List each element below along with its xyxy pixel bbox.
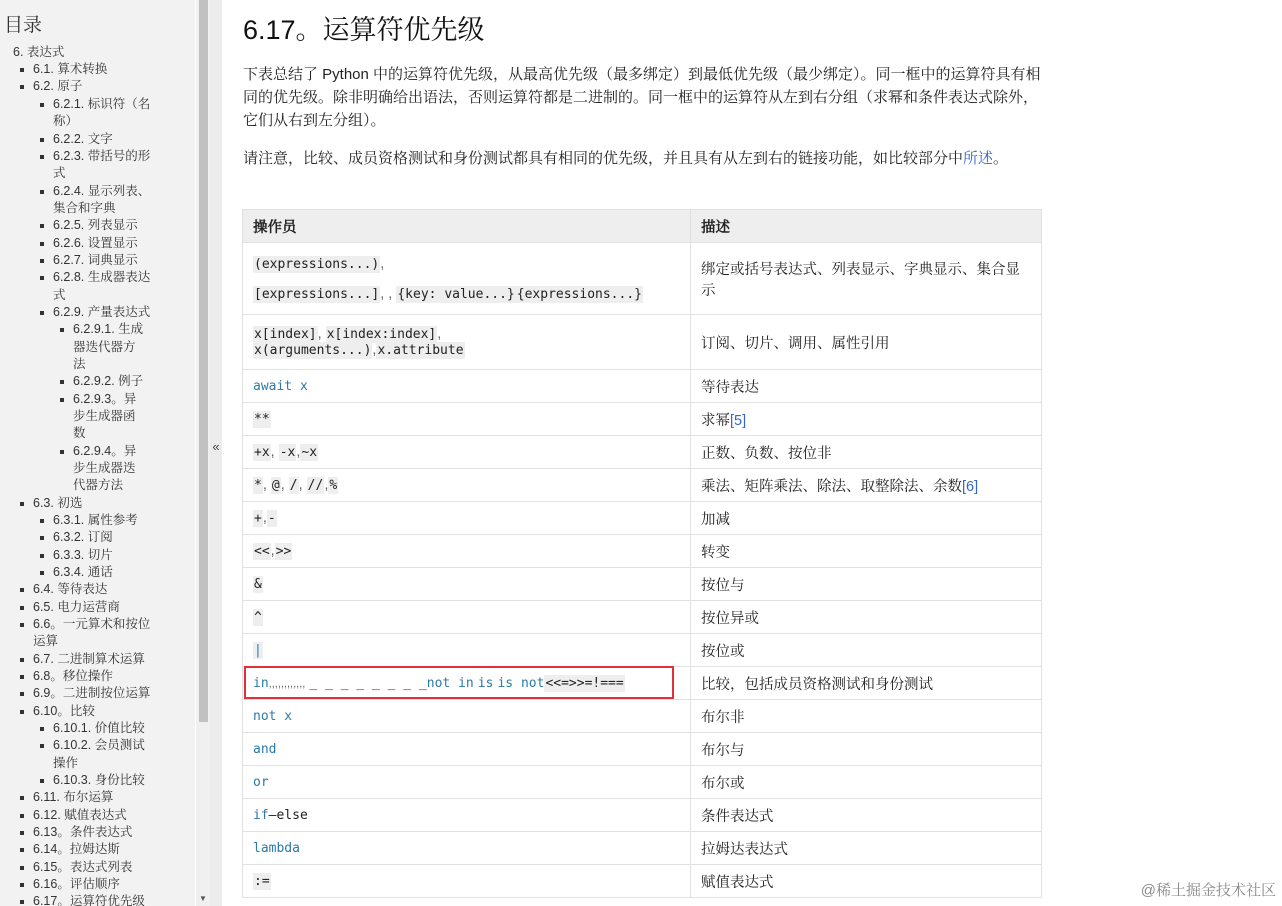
- description-cell: [691, 403, 1042, 436]
- description-text: 求幂: [701, 412, 730, 429]
- collapse-sidebar-button[interactable]: «: [212, 439, 220, 454]
- operator-code[interactable]: x(arguments...): [254, 343, 372, 358]
- toc-item[interactable]: 6.15。表达式列表: [33, 860, 133, 874]
- toc-item[interactable]: 6.2.9.4。异: [73, 444, 137, 458]
- toc-bullet: [20, 831, 24, 835]
- operator-cell: [243, 370, 691, 403]
- toc-item[interactable]: 6.13。条件表达式: [33, 825, 133, 839]
- operator-code[interactable]: not in: [426, 676, 474, 691]
- scroll-down-arrow-icon[interactable]: ▼: [199, 894, 207, 903]
- toc-item[interactable]: 6.9。二进制按位运算: [33, 686, 151, 700]
- table-row: [243, 315, 1042, 370]
- operator-cell: [243, 766, 691, 799]
- toc-item[interactable]: 6.2.7. 词典显示: [53, 253, 138, 267]
- toc-item[interactable]: 6.7. 二进制算术运算: [33, 652, 145, 666]
- operator-code[interactable]: lambda: [253, 841, 300, 856]
- toc-item[interactable]: 代器方法: [73, 478, 124, 492]
- operator-cell: [243, 832, 691, 865]
- table-row: [243, 502, 1042, 535]
- operator-code[interactable]: or: [253, 775, 269, 790]
- table-row: [243, 799, 1042, 832]
- description-text: 乘法、矩阵乘法、除法、取整除法、余数: [701, 478, 962, 495]
- toc-bullet: [40, 259, 44, 263]
- toc-bullet: [20, 502, 24, 506]
- separator: ,,,,,,,,,,,,: [268, 678, 306, 690]
- toc-item[interactable]: 6.2.9.2. 例子: [73, 374, 144, 388]
- toc-bullet: [40, 224, 44, 228]
- toc-item[interactable]: 6.2.9.3。异: [73, 392, 137, 406]
- table-row: [243, 535, 1042, 568]
- operator-code[interactable]: and: [253, 742, 277, 757]
- toc-bullet: [40, 103, 44, 107]
- toc-bullet: [20, 675, 24, 679]
- toc-item[interactable]: 6.14。拉姆达斯: [33, 842, 120, 856]
- operator-code[interactable]: if: [253, 808, 269, 823]
- description-cell: 等待表达: [691, 370, 1042, 403]
- toc-item[interactable]: 6.2.2. 文字: [53, 132, 113, 146]
- operator-code[interactable]: %: [329, 478, 338, 493]
- operator-cell: [243, 700, 691, 733]
- toc-item[interactable]: 6.10.1. 价值比较: [53, 721, 145, 735]
- description-cell: 比较，包括成员资格测试和身份测试: [691, 667, 1042, 700]
- table-row: [243, 634, 1042, 667]
- operator-code[interactable]: x[index]: [254, 327, 317, 342]
- table-row: [243, 865, 1042, 898]
- toc-bullet: [40, 571, 44, 575]
- toc-item[interactable]: 6.2.3. 带括号的形: [53, 149, 151, 163]
- description-cell: 转变: [691, 535, 1042, 568]
- toc-bullet: [40, 779, 44, 783]
- operator-code[interactable]: |: [254, 643, 262, 658]
- description-cell: 布尔或: [691, 766, 1042, 799]
- operator-code[interactable]: {expressions...}: [516, 286, 642, 302]
- operator-code[interactable]: +: [254, 511, 262, 526]
- toc-bullet: [40, 155, 44, 159]
- table-row: [243, 733, 1042, 766]
- description-cell: 正数、负数、按位非: [691, 436, 1042, 469]
- operator-code[interactable]: >>: [275, 544, 292, 559]
- toc-bullet: [20, 866, 24, 870]
- description-cell: 布尔与: [691, 733, 1042, 766]
- operator-cell: [243, 799, 691, 832]
- toc-item[interactable]: 6.2. 原子: [33, 79, 83, 93]
- toc-item[interactable]: 6.11. 布尔运算: [33, 790, 114, 804]
- operator-cell: *, @, /, //,%: [243, 469, 691, 502]
- toc-item[interactable]: 操作: [53, 756, 79, 770]
- toc-bullet: [60, 450, 64, 454]
- toc-item[interactable]: 6.10.2. 会员测试: [53, 738, 145, 752]
- toc-bullet: [20, 796, 24, 800]
- operator-code[interactable]: –else: [268, 808, 308, 823]
- operator-cell: x[index], x[index:index], x(arguments...),x.attribute: [243, 315, 691, 370]
- operator-code[interactable]: **: [254, 412, 270, 427]
- operator-cell: [243, 733, 691, 766]
- toc-item[interactable]: 6.3.4. 通话: [53, 565, 113, 579]
- toc-bullet: [40, 554, 44, 558]
- toc-item[interactable]: 6.2.5. 列表显示: [53, 218, 138, 232]
- table-row: [243, 601, 1042, 634]
- toc-item[interactable]: 6.10.3. 身份比较: [53, 773, 145, 787]
- toc-item[interactable]: 步生成器函: [73, 409, 136, 423]
- watermark: @稀土掘金技术社区: [1140, 882, 1276, 899]
- toc-bullet: [20, 68, 24, 72]
- toc-bullet: [20, 606, 24, 610]
- toc-sidebar: [0, 0, 195, 906]
- operator-cell: [243, 634, 691, 667]
- description-cell: 拉姆达表达式: [691, 832, 1042, 865]
- description-cell: 绑定或括号表达式、列表显示、字典显示、集合显示: [691, 243, 1042, 315]
- sidebar-scroll-thumb[interactable]: [199, 0, 208, 722]
- toc-item[interactable]: 6.12. 赋值表达式: [33, 808, 127, 822]
- toc-item[interactable]: 步生成器迭: [73, 461, 136, 475]
- toc-item[interactable]: 6.6。一元算术和按位: [33, 617, 151, 631]
- toc-bullet: [60, 380, 64, 384]
- description-cell: [691, 469, 1042, 502]
- toc-item[interactable]: 称）: [53, 114, 79, 128]
- description-cell: 布尔非: [691, 700, 1042, 733]
- description-cell: 条件表达式: [691, 799, 1042, 832]
- toc-item[interactable]: 6.2.6. 设置显示: [53, 236, 138, 250]
- toc-bullet: [20, 883, 24, 887]
- toc-bullet: [20, 848, 24, 852]
- separator: , ,: [380, 285, 393, 302]
- toc-item[interactable]: 6.3. 初选: [33, 496, 83, 510]
- operator-code[interactable]: ^: [254, 610, 262, 625]
- operator-code[interactable]: @: [271, 478, 280, 493]
- operator-code[interactable]: <<=>>=!===: [545, 676, 624, 691]
- toc-item[interactable]: 6.8。移位操作: [33, 669, 113, 683]
- toc-bullet: [40, 744, 44, 748]
- page-title: 6.17。运算符优先级: [243, 15, 485, 45]
- toc-item[interactable]: 6.2.4. 显示列表、: [53, 184, 151, 198]
- table-row: [243, 370, 1042, 403]
- toc-heading: 目录: [4, 15, 43, 36]
- operator-code[interactable]: *: [254, 478, 262, 493]
- toc-item[interactable]: 6.1. 算术转换: [33, 62, 108, 76]
- toc-item[interactable]: 6.3.3. 切片: [53, 548, 113, 562]
- operator-cell: [243, 243, 691, 315]
- toc-bullet: [40, 727, 44, 731]
- toc-item[interactable]: 器迭代器方: [73, 340, 136, 354]
- operator-code[interactable]: await x: [253, 379, 308, 394]
- operator-code[interactable]: &: [254, 577, 262, 592]
- toc-item[interactable]: 6.16。评估顺序: [33, 877, 120, 891]
- description-cell: 赋值表达式: [691, 865, 1042, 898]
- toc-item[interactable]: 6.3.2. 订阅: [53, 530, 113, 544]
- toc-bullet: [40, 242, 44, 246]
- toc-bullet: [20, 814, 24, 818]
- operator-code[interactable]: /: [289, 478, 298, 493]
- table-row: [243, 766, 1042, 799]
- operator-code[interactable]: <<: [254, 544, 270, 559]
- operator-code[interactable]: -: [267, 511, 276, 526]
- note-text: 请注意，比较、成员资格测试和身份测试都具有相同的优先级，并且具有从左到右的链接功能，如比较部分中: [243, 150, 964, 167]
- toc-bullet: [60, 328, 64, 332]
- toc-bullet: [40, 536, 44, 540]
- operator-code[interactable]: ~x: [301, 445, 318, 460]
- footnote-link[interactable]: [5]: [730, 412, 747, 429]
- intro-paragraph: 下表总结了 Python 中的运算符优先级，从最高优先级（最多绑定）到最低优先级（最少绑定）。同一框中的运算符具有相同的优先级。除非明确给出语法，否则运算符都是二进制的。同一框中的运算符从左到右分组（求幂和条件表达式除外，它们从右到左分组）。: [243, 66, 1041, 129]
- toc-bullet: [20, 692, 24, 696]
- operator-code[interactable]: [expressions...]: [254, 286, 380, 302]
- table-row: [243, 469, 1042, 502]
- toc-item[interactable]: 6.5. 电力运营商: [33, 600, 120, 614]
- table-row: [243, 568, 1042, 601]
- toc-item[interactable]: 式: [53, 166, 66, 180]
- note-end: 。: [993, 150, 1009, 167]
- toc-bullet: [20, 588, 24, 592]
- toc-item[interactable]: 6.2.9.1. 生成: [73, 322, 144, 336]
- operator-code[interactable]: {key: value...}: [397, 286, 515, 302]
- highlight-annotation-box: [244, 666, 674, 699]
- operator-cell: [243, 403, 691, 436]
- toc-bullet: [60, 398, 64, 402]
- operator-code[interactable]: is not: [497, 676, 545, 691]
- toc-bullet: [40, 276, 44, 280]
- operator-cell: <<,>>: [243, 535, 691, 568]
- toc-item[interactable]: 6.3.1. 属性参考: [53, 513, 138, 527]
- description-cell: 按位与: [691, 568, 1042, 601]
- description-cell: 按位或: [691, 634, 1042, 667]
- operator-cell: [243, 568, 691, 601]
- description-cell: 按位异或: [691, 601, 1042, 634]
- operator-cell: [243, 601, 691, 634]
- operator-code[interactable]: :=: [254, 874, 270, 889]
- comparisons-link[interactable]: 所述: [963, 150, 994, 167]
- toc-bullet: [20, 623, 24, 627]
- toc-bullet: [40, 138, 44, 142]
- separator: _ _ _ _ _ _ _ _: [309, 676, 427, 691]
- operator-code[interactable]: in: [253, 676, 269, 691]
- table-row: [243, 403, 1042, 436]
- toc-item[interactable]: 6.2.1. 标识符（名: [53, 97, 151, 111]
- operator-cell: +,-: [243, 502, 691, 535]
- table-row: [243, 700, 1042, 733]
- toc-item[interactable]: 6.4. 等待表达: [33, 582, 108, 596]
- description-cell: 订阅、切片、调用、属性引用: [691, 315, 1042, 370]
- footnote-link[interactable]: [6]: [962, 478, 979, 495]
- toc-item[interactable]: 6.10。比较: [33, 704, 95, 718]
- operator-code[interactable]: x.attribute: [377, 343, 464, 358]
- operator-cell: [243, 865, 691, 898]
- operator-cell: +x, -x,~x: [243, 436, 691, 469]
- column-header-description: 描述: [691, 210, 1042, 243]
- toc-bullet: [40, 519, 44, 523]
- operator-code[interactable]: +x: [254, 445, 270, 460]
- operator-precedence-table: [242, 209, 1042, 898]
- column-header-operator: 操作员: [243, 210, 691, 243]
- toc-bullet: [20, 710, 24, 714]
- operator-code[interactable]: -x: [279, 445, 296, 460]
- toc-item[interactable]: 法: [73, 357, 86, 371]
- toc-bullet: [20, 658, 24, 662]
- toc-item[interactable]: 6.17。运算符优先级: [33, 894, 145, 906]
- toc-bullet: [20, 900, 24, 904]
- toc-bullet: [40, 311, 44, 315]
- toc-item[interactable]: 数: [73, 426, 86, 440]
- operator-code[interactable]: x[index:index]: [326, 327, 437, 342]
- table-row: [243, 832, 1042, 865]
- description-cell: 加减: [691, 502, 1042, 535]
- operator-code[interactable]: //: [307, 478, 324, 493]
- note-paragraph: [243, 147, 1048, 170]
- toc-item[interactable]: 6.2.8. 生成器表达: [53, 270, 151, 284]
- table-row: [243, 436, 1042, 469]
- toc-item[interactable]: 运算: [33, 634, 59, 648]
- toc-bullet: [20, 85, 24, 89]
- toc-item[interactable]: 式: [53, 288, 66, 302]
- table-row: [243, 243, 1042, 315]
- table-header-row: [243, 210, 1042, 243]
- operator-code[interactable]: not x: [253, 709, 293, 724]
- toc-bullet: [40, 190, 44, 194]
- operator-code[interactable]: (expressions...): [254, 256, 380, 272]
- separator: ,: [380, 255, 385, 272]
- toc-item[interactable]: 6.2.9. 产量表达式: [53, 305, 151, 319]
- toc-item[interactable]: 集合和字典: [53, 201, 116, 215]
- operator-code[interactable]: is: [477, 676, 494, 691]
- toc-item[interactable]: 6. 表达式: [13, 45, 65, 59]
